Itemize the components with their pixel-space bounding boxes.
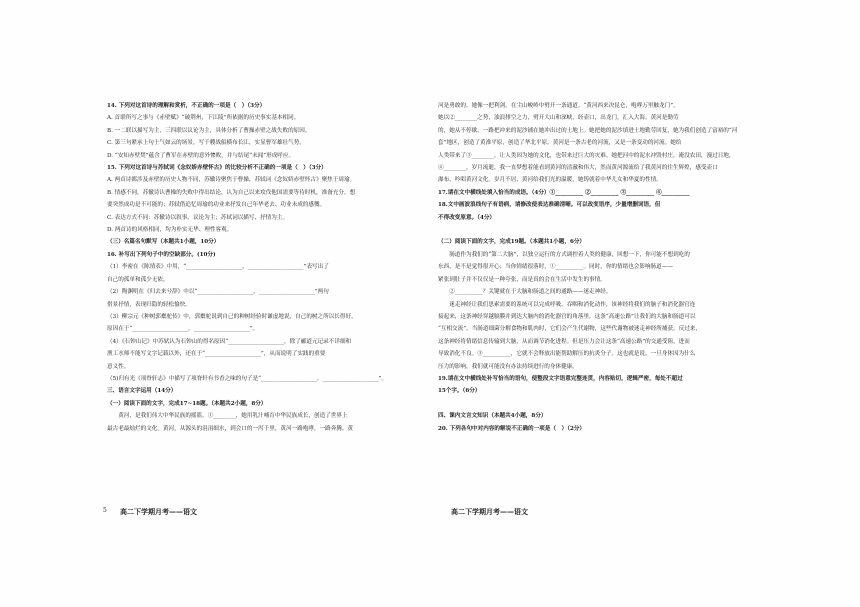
right-page-column xyxy=(438,100,758,435)
text-line xyxy=(438,398,758,410)
text-line: “互相交流”。当肠道细菌分解食物和肌肉时，它们会产生代谢物，这些代谢物被迷走神经所捕获。反过来， xyxy=(438,326,702,333)
question-heading: 15. 下列对这首诗与苏轼词《念奴娇赤壁怀古》的比较分析不正确的一项是（ ）（3分） xyxy=(107,165,327,172)
text-line: 紧张到肚子并不仅仅是一种夸张，而是真的会在生活中发生的事情。 xyxy=(438,276,606,283)
right-page-footer: 高二下学期月考——语文 xyxy=(451,508,528,516)
text-line: A. 两首诗都涉及赤壁的历史人物不同，苏辙诗聚焦于曹操，苏轼词《念奴娇赤壁怀古》聚焦于周瑜。 xyxy=(107,177,356,184)
text-line: 借景抒情，表现归隐的轻松愉快。 xyxy=(107,301,191,308)
text-line: 最古老最灿烂的文化。黄河，从源头的涓涓细水，到会口的一泻千里，黄河一路咆哮，一路奔腾，黄 xyxy=(107,425,354,432)
text-line: C. 表达方式不同：苏辙诗以叙事、议论为主；苏轼词以描写、抒情为主。 xyxy=(107,214,289,221)
text-line: （4）《石钟山记》中苏轼认为石钟山的得名原因“____________________，除了郦道元记录不详细和 xyxy=(107,338,352,345)
text-line: D. 两首诗的风格相同，均为朴实无华、理性客观。 xyxy=(107,227,233,234)
text-line: 压力的影响，我们就可能没有办法持续进行的身体健康。 xyxy=(438,363,578,370)
text-line: 渔工水师不能写文字记载以外，还在于“____________________”，从而说明了实践的重要 xyxy=(107,351,326,358)
text-line: 这条神经将情绪信息传输到大脑，从而调节消化进程。但是压力会让这条“高速公路”的交通受阻，进而 xyxy=(438,338,690,345)
text-line: （2）陶渊明在《归去来兮辞》中以“____________________，____________________”两句 xyxy=(107,289,329,296)
question-heading: 15个字。（6分） xyxy=(438,388,481,395)
text-line: 的，她从不停歇，一路把冲来的泥沙铺在她冲出过的土地上。她把她的泥沙填进土地勤劳回复，她为我们创造了富裕的“河 xyxy=(438,127,738,134)
text-line: 自己的孤单和孤少无依。 xyxy=(107,276,169,283)
question-heading: 20. 下列各句中对内容的解说不正确的一项是（ ）（2分） xyxy=(438,425,586,432)
text-line: A. 首联所写之事与《赤壁赋》“破荆州，下江陵”所依据的历史事实基本相同。 xyxy=(107,115,300,122)
page-number: 5 xyxy=(103,507,107,514)
text-line: 黄河，是我们伟大中华民族的摇篮。①________，她用乳汁哺育中华民族成长，创造了世界上 xyxy=(107,413,348,420)
text-line: 原因在于“____________________，____________________”。 xyxy=(107,326,259,333)
text-line: 接起来，这条神经穿越膈膜并到达大脑内的消化器官的角落里。这条“高速公路”让我们的大脑和肠道可以 xyxy=(438,313,696,320)
text-line: （1）李密在《陈情表》中用，“____________________，____________________”表写出了 xyxy=(107,264,329,271)
question-heading: 19.请在文中横线处补写恰当的语句，使整段文字语意完整连贯，内容贴切，逻辑严密，每处不超过 xyxy=(438,375,683,382)
question-heading: 三、语言文字运用（14分） xyxy=(107,388,177,395)
text-line: ②__________？关键就在于大脑和肠道之间的通路——迷走神经。 xyxy=(438,289,612,296)
text-line: D. “安知赤壁焚”蕴含了曹军在赤壁的意外惨败，并与结尾“未闻”形成呼应。 xyxy=(107,152,295,159)
question-heading: （三）名篇名句默写（本题共1小题，10分） xyxy=(107,239,220,246)
left-page-footer: 高二下学期月考——语文 xyxy=(120,508,197,516)
text-line xyxy=(438,224,758,236)
question-heading: 14. 下列对这首诗的理解和赏析，不正确的一项是（ ）（3分） xyxy=(107,103,266,109)
text-line: 瀑布，吟唱黄河文化。岁月不居，黄河给我们光的温暖，她铸就着中华儿女和华夏的性情。 xyxy=(438,177,662,184)
text-line: 迷走神经让我们思索需要的系统可以完成呼吸、吞咽和消化动作，该神经将我们的脑子和消化器官连 xyxy=(438,301,696,308)
question-heading: （一）阅读下面的文字，完成17~18题。（本题共2小题，8分） xyxy=(107,400,267,407)
text-line: B. 情感不同，苏辙诗认曹操的失败中得出结论，认为自己以来攻伐他国需要等待时机，准备充分，想 xyxy=(107,189,356,196)
question-heading: 不得改变原意。（4分） xyxy=(438,214,496,221)
question-heading: （二）阅读下面的文字，完成19题。（本题共1小题，6分） xyxy=(438,239,586,246)
text-line: 河是勇敢的。她像一把利剑，在尘山峻岭中劈开一条通道。“黄河西来决昆仑，咆哮万里触龙门”， xyxy=(438,103,679,109)
question-heading: 17.请在文中横线处填入恰当的成语。（4分）①__________ ②__________ ③__________ ④__________ xyxy=(438,189,690,196)
text-line: 导致消化不良。③__________，它就不会释放出能帮助解压的抗炎分子。这也就是说，一旦身体因为什么 xyxy=(438,351,696,358)
text-line: C. 第三句紧承上句士气如云的场景，写千艘战船横布长江，实显曹军雄壮气势。 xyxy=(107,140,305,147)
text-line: 意义性。 xyxy=(107,363,130,370)
text-line: 套”地区，创造了黄淮平原，创造了华北平原。黄河是一条古老的河流，又是一条变动的河流。她给 xyxy=(438,140,682,147)
question-heading: 四、课内文言文知识（本题共4小题，8分） xyxy=(438,413,547,420)
text-line: 东西，是不是觉得很开心；当你情绪很落时，①__________。同时，你的情绪也会影响肠道—— xyxy=(438,264,673,271)
left-page-column xyxy=(107,100,414,435)
text-line: 人类带来了③________，让人类因为她的文化，也带来过巨大的灾难。她把河中的泥水冲毁村庄，淹没农田，漫过日地， xyxy=(438,152,735,159)
text-line: B. 一二联以描写为主，三四联以议论为主，具体分析了曹操赤壁之战失败的原因。 xyxy=(107,127,311,134)
question-heading: 16. 补写出下列句子中的空缺部分。(10分) xyxy=(107,251,216,258)
text-line: 肠道作为我们的“第二大脑”，以独立运行的方式调控着人类的健康，回想一下，你可能不想到吃的 xyxy=(438,251,690,258)
text-line: 她以②________之势，浊浪排空之力，劈开大山和深峡，经壶口，出龙门，汇入大海。黄河是勤劳 xyxy=(438,115,679,122)
question-heading: 18.文中画波浪线句子有语病，请修改使表达准确清晰。可以改变语序，少量增删词语，但 xyxy=(438,202,661,209)
text-line: （5)归有光《项脊轩志》中描写了项脊轩有书香之味的句子是“____________________，____________________”。 xyxy=(107,375,387,382)
text-line: 要突然成功是不可能的；苏轼借追忆周瑜的功业来抒发自己年华老去、功业未成的感慨。 xyxy=(107,202,326,209)
text-line: （3）柳宗元《种树郭橐驼传》中，郭橐驼说到自己的种树经验时谦虚地说，自己的树之所以长得好， xyxy=(107,313,357,320)
text-line: ④________，岁月流逝，我一直梦想着能看到黄河的清澈和伟大，然而黄河源流给了我黄河的往生辉煌，感受壶口 xyxy=(438,165,718,172)
